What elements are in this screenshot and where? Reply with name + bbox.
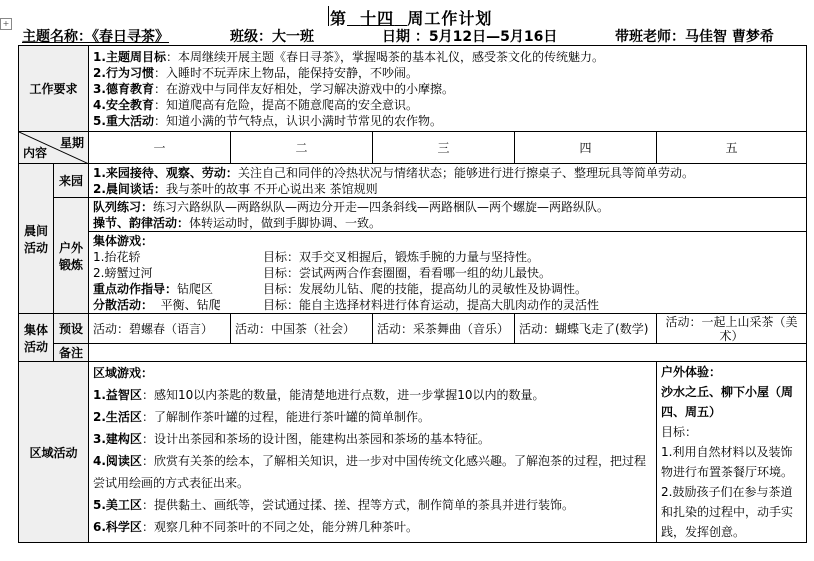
area-label: 区域活动: [19, 362, 89, 543]
area-row: [19, 362, 807, 543]
requirements-label: 工作要求: [19, 46, 89, 132]
area-games-title: 区域游戏：: [93, 366, 154, 380]
arrival-row: [19, 164, 807, 198]
drill-item: 队列练习：练习六路纵队—两路纵队—两边分开走—四条斜线—两路梱队—两个螺旋—两路纵队。: [93, 199, 610, 214]
day-friday: 五: [657, 132, 807, 164]
outdoor-experience-title: 户外体验：: [661, 365, 722, 379]
arrival-label: 来园: [54, 164, 89, 198]
requirements-list: [89, 46, 807, 132]
morning-label: 晨间活动: [19, 164, 54, 314]
collective-row: [19, 314, 807, 344]
activity-friday: 活动：一起上山采茶（美术）: [657, 314, 807, 344]
area-item: 1.益智区：感知10以内茶匙的数量，能清楚地进行点数，进一步掌握10以内的数量。: [93, 388, 545, 402]
arrival-content: [89, 164, 807, 198]
collective-label: 集体活动: [19, 314, 54, 362]
page-title: 第 十四 周工作计划: [330, 9, 493, 28]
weekday-header-row: [19, 132, 807, 164]
outdoor-goal-item: 2.鼓励孩子们在参与茶道和扎染的过程中，动手实践，发挥创意。: [661, 485, 794, 539]
requirement-item: 2.行为习惯：入睡时不玩弄床上物品，能保持安静，不吵闹。: [93, 65, 418, 80]
games-title: 集体游戏：: [93, 233, 154, 248]
arrival-item: 1.来园接待、观察、劳动：关注自己和同伴的冷热状况与情绪状态；能够进行进行擦桌子、整理玩具等简单劳动。: [93, 165, 694, 180]
game-item: 2.螃蟹过河 目标：尝试两两合作套圈圈，看看哪一组的幼儿最快。: [93, 265, 552, 280]
date-label: 日期 ：5月12日—5月16日: [382, 29, 558, 45]
diagonal-header-cell: [19, 132, 89, 164]
drill-content: [89, 198, 807, 232]
activity-tuesday: 活动：中国茶（社会）: [231, 314, 373, 344]
class-label: 班级：大一班: [230, 29, 314, 45]
scatter-item: 分散活动： 平衡、钻爬 目标：能自主选择材料进行体育运动，提高大肌肉动作的灵活性: [93, 297, 600, 312]
games-row: [19, 232, 807, 314]
activity-thursday: 活动：蝴蝶飞走了(数学): [515, 314, 657, 344]
outdoor-goal-label: 目标：: [661, 425, 698, 439]
area-item: 2.生活区：了解制作茶叶罐的过程，能进行茶叶罐的简单制作。: [93, 410, 430, 424]
area-item: 3.建构区：设计出茶园和茶场的设计图，能建构出茶园和茶场的基本特征。: [93, 432, 490, 446]
day-wednesday: 三: [373, 132, 515, 164]
area-item: 4.阅读区：欣赏有关茶的绘本，了解相关知识，进一步对中国传统文化感兴趣。了解泡茶的过程，把过程尝试用绘画的方式表征出来。: [93, 454, 646, 490]
preset-label: 预设: [54, 314, 89, 344]
requirement-item: 1.主题周目标：本周继续开展主题《春日寻茶》，掌握喝茶的基本礼仪，感受茶文化的传统魅力。: [93, 49, 604, 64]
area-item: 6.科学区：观察几种不同茶叶的不同之处，能分辨几种茶叶。: [93, 520, 418, 534]
requirement-item: 5.重大活动：知道小满的节气特点，认识小满时节常见的农作物。: [93, 113, 442, 128]
exercise-item: 操节、韵律活动：体转运动时，做到手脚协调、一致。: [93, 215, 382, 230]
drill-row: [19, 198, 807, 232]
teacher-label: 带班老师：马佳智 曹梦希: [615, 29, 774, 45]
note-row: [19, 344, 807, 362]
text-cursor: [328, 6, 329, 26]
requirements-row: [19, 46, 807, 132]
outdoor-experience-content: [657, 362, 807, 543]
content-header-label: 内容: [23, 146, 48, 160]
note-content: [89, 344, 807, 362]
arrival-item: 2.晨间谈话：我与茶叶的故事 不开心说出来 茶馆规则: [93, 181, 378, 196]
note-label: 备注: [54, 344, 89, 362]
weekly-plan-table: [18, 45, 807, 543]
outdoor-goal-item: 1.利用自然材料以及装饰物进行布置茶餐厅环境。: [661, 445, 794, 479]
activity-wednesday: 活动：采茶舞曲（音乐）: [373, 314, 515, 344]
theme-label: 主题名称：《春日寻茶》: [22, 29, 169, 45]
requirement-item: 3.德育教育：在游戏中与同伴友好相处，学习解决游戏中的小摩擦。: [93, 81, 454, 96]
activity-monday: 活动：碧螺春（语言）: [89, 314, 231, 344]
games-content: [89, 232, 807, 314]
header-row: [20, 26, 810, 46]
weekday-header-label: 星期: [60, 136, 85, 150]
outdoor-experience-place: 沙水之丘、柳下小屋（周四、周五）: [661, 385, 794, 419]
day-tuesday: 二: [231, 132, 373, 164]
requirement-item: 4.安全教育：知道爬高有危险，提高不随意爬高的安全意识。: [93, 97, 418, 112]
area-games-content: [89, 362, 657, 543]
day-monday: 一: [89, 132, 231, 164]
area-item: 5.美工区：提供黏土、画纸等，尝试通过揉、搓、捏等方式，制作简单的茶具并进行装饰。: [93, 498, 574, 512]
key-area-item: 重点动作指导：钻爬区 目标：发展幼儿钻、爬的技能，提高幼儿的灵敏性及协调性。: [93, 281, 588, 296]
game-item: 1.抬花轿 目标：双手交叉相握后，锻炼手腕的力量与坚持性。: [93, 249, 540, 264]
day-thursday: 四: [515, 132, 657, 164]
table-move-handle[interactable]: +: [0, 18, 12, 30]
outdoor-exercise-label: 户外锻炼: [54, 198, 89, 314]
